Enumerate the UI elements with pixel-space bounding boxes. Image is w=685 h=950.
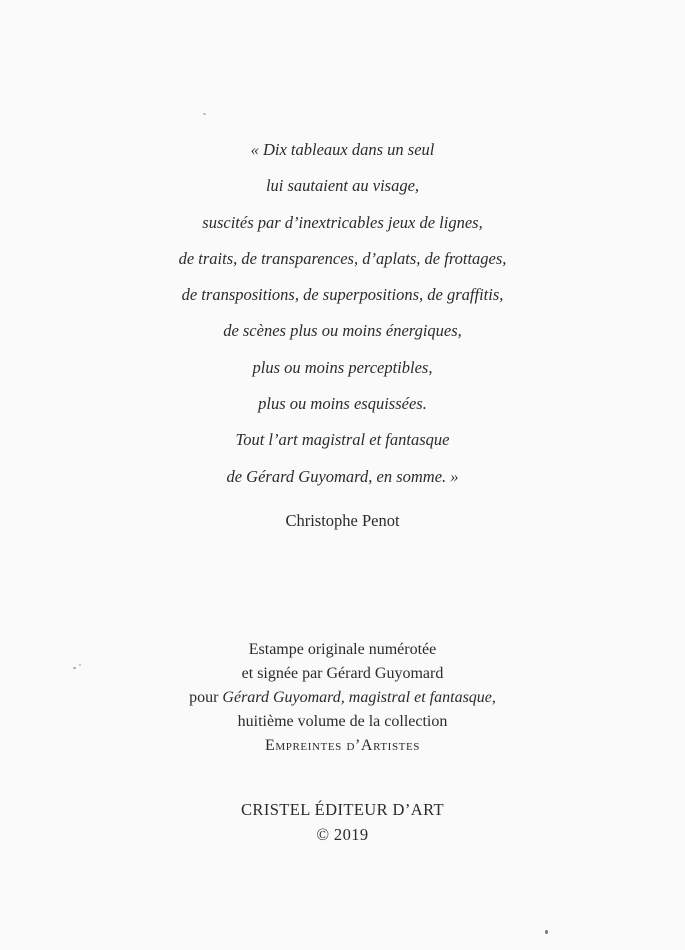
scan-speck bbox=[79, 664, 81, 666]
publisher-block bbox=[0, 797, 685, 847]
quote-line: lui sautaient au visage, bbox=[265, 176, 420, 196]
quote-block bbox=[0, 132, 685, 495]
publisher-name: CRISTEL ÉDITEUR D’ART bbox=[241, 800, 444, 819]
collection-name: Empreintes d’Artistes bbox=[264, 737, 421, 754]
quote-line: suscités par d’inextricables jeux de lignes, bbox=[202, 212, 483, 232]
edition-line: Estampe originale numérotée bbox=[248, 641, 437, 658]
scan-speck bbox=[73, 667, 76, 669]
quote-author: Christophe Penot bbox=[285, 511, 400, 530]
scan-speck bbox=[203, 113, 206, 115]
quote-line: plus ou moins perceptibles, bbox=[252, 357, 433, 377]
edition-notice bbox=[0, 638, 685, 758]
copyright-notice: © 2019 bbox=[316, 825, 369, 844]
quote-line: de Gérard Guyomard, en somme. » bbox=[226, 466, 459, 486]
edition-title-prefix: pour bbox=[189, 689, 223, 706]
quote-line: de transpositions, de superpositions, de graffitis, bbox=[181, 285, 504, 305]
quote-line: plus ou moins esquissées. bbox=[258, 394, 427, 414]
quote-line: de scènes plus ou moins énergiques, bbox=[223, 321, 462, 341]
book-title: Gérard Guyomard, magistral et fantasque, bbox=[222, 689, 496, 706]
scan-speck bbox=[545, 930, 548, 934]
edition-line: huitième volume de la collection bbox=[237, 713, 448, 730]
quote-line: de traits, de transparences, d’aplats, de frottages, bbox=[178, 248, 507, 268]
edition-line-title bbox=[0, 686, 685, 710]
edition-line: et signée par Gérard Guyomard bbox=[241, 665, 444, 682]
quote-line: Tout l’art magistral et fantasque bbox=[235, 430, 450, 450]
quote-line: « Dix tableaux dans un seul bbox=[250, 140, 435, 159]
